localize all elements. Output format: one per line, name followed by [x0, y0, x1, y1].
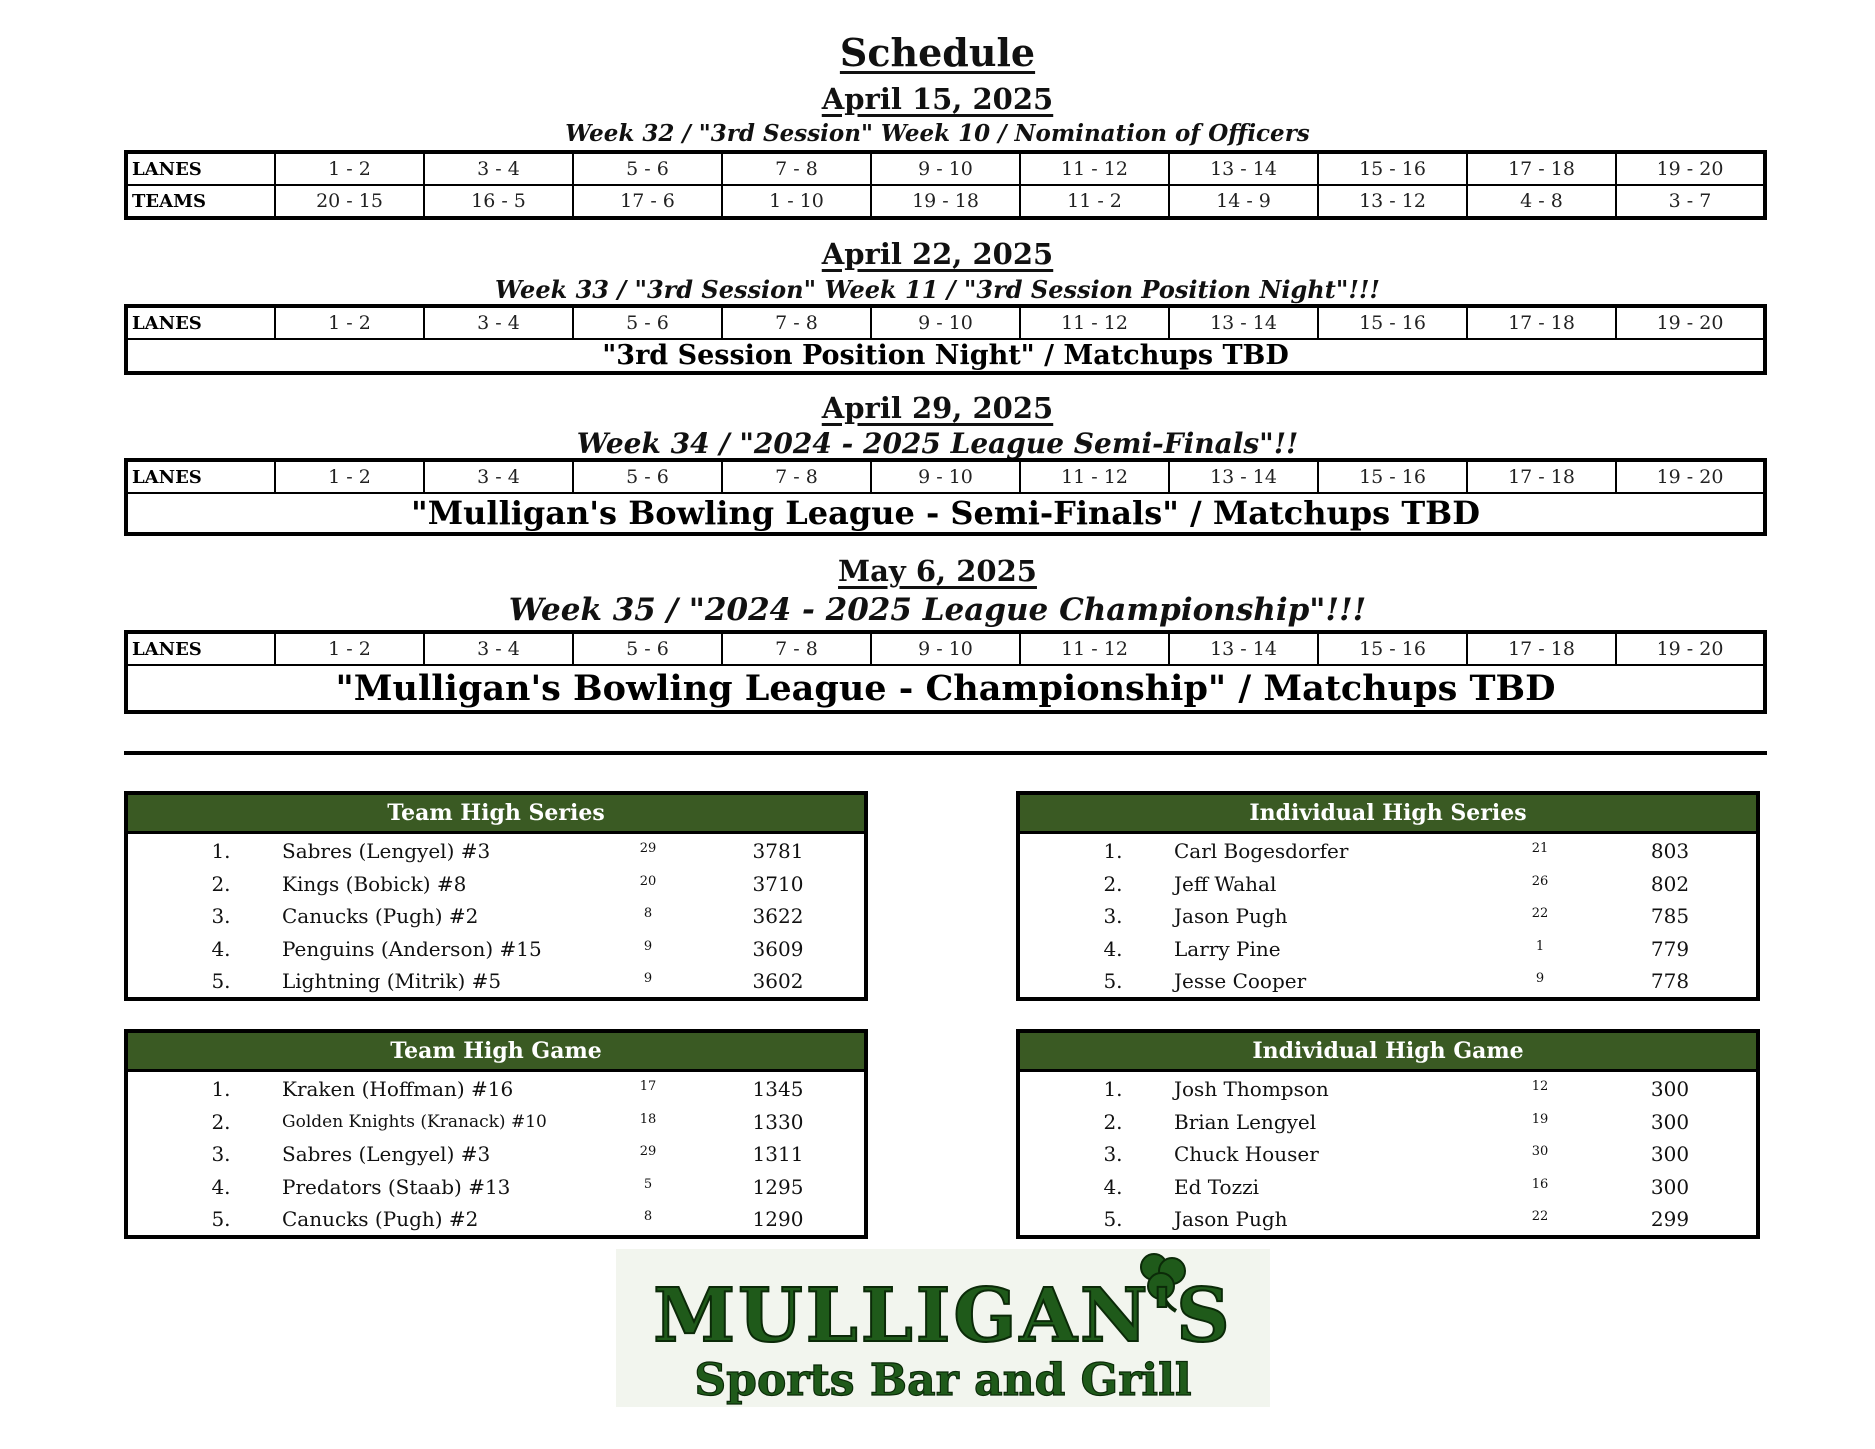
team-number: 21 — [1531, 841, 1549, 856]
lane-cell: 1 - 2 — [275, 152, 424, 185]
team-number: 22 — [1531, 1209, 1549, 1224]
matchup-note-row — [126, 493, 1765, 534]
mulligans-logo — [616, 1249, 1270, 1407]
score: 3609 — [752, 936, 804, 961]
lane-cell: 7 - 8 — [722, 306, 871, 339]
score: 1330 — [752, 1109, 804, 1134]
name: Carl Bogesdorfer — [1174, 839, 1349, 863]
lane-cell: 7 - 8 — [722, 152, 871, 185]
lanes-table-week-32 — [124, 150, 1767, 220]
section-divider — [124, 751, 1767, 755]
leaderboard-row — [1020, 867, 1756, 900]
team-cell: 19 - 18 — [871, 185, 1020, 218]
name: Jesse Cooper — [1174, 969, 1307, 993]
score: 1295 — [752, 1174, 804, 1199]
leaderboard-row — [128, 1105, 864, 1138]
leaderboard-row — [1020, 1170, 1756, 1203]
name: Canucks (Pugh) #2 — [282, 1207, 479, 1231]
team-cell: 4 - 8 — [1467, 185, 1616, 218]
team-number: 17 — [639, 1079, 657, 1094]
score: 803 — [1650, 839, 1690, 863]
score: 1311 — [752, 1142, 804, 1166]
name: Josh Thompson — [1174, 1077, 1329, 1101]
score: 1345 — [752, 1077, 804, 1101]
lane-cell: 11 - 12 — [1020, 460, 1169, 493]
team-high-series-title: Team High Series — [128, 795, 864, 834]
score: 3781 — [752, 839, 804, 863]
team-number: 18 — [639, 1111, 657, 1127]
name: Penguins (Anderson) #15 — [282, 936, 542, 961]
lane-cell: 13 - 14 — [1169, 152, 1318, 185]
lane-cell: 1 - 2 — [275, 632, 424, 665]
lane-cell: 5 - 6 — [573, 632, 722, 665]
team-number: 29 — [639, 1144, 657, 1159]
individual-high-series-title: Individual High Series — [1020, 795, 1756, 834]
rank: 2. — [211, 1109, 231, 1134]
lane-cell: 9 - 10 — [871, 306, 1020, 339]
lane-cell: 15 - 16 — [1318, 306, 1467, 339]
team-cell: 3 - 7 — [1616, 185, 1765, 218]
lane-cell: 19 - 20 — [1616, 632, 1765, 665]
name: Kings (Bobick) #8 — [282, 871, 467, 896]
team-number: 19 — [1531, 1111, 1549, 1127]
leaderboard-row — [1020, 1072, 1756, 1105]
name: Ed Tozzi — [1174, 1174, 1260, 1199]
lane-cell: 3 - 4 — [424, 306, 573, 339]
logo-subtitle: Sports Bar and Grill — [694, 1355, 1192, 1406]
matchup-note: "Mulligan's Bowling League - Semi-Finals" / Matchups TBD — [126, 493, 1765, 534]
leaderboard-row — [128, 834, 864, 867]
team-high-game-title: Team High Game — [128, 1033, 864, 1072]
team-number: 22 — [1531, 906, 1549, 921]
matchup-note: "Mulligan's Bowling League - Championship" / Matchups TBD — [126, 665, 1765, 712]
lane-cell: 17 - 18 — [1467, 306, 1616, 339]
team-high-game-box — [124, 1029, 868, 1239]
score: 3710 — [752, 871, 804, 896]
rank: 4. — [1103, 936, 1123, 961]
lane-cell: 17 - 18 — [1467, 632, 1616, 665]
week-subtitle: Week 33 / "3rd Session" Week 11 / "3rd Session Position Night"!!! — [495, 275, 1380, 304]
leaderboard-row — [128, 1137, 864, 1170]
rank: 5. — [1103, 1207, 1123, 1231]
lanes-header: LANES — [126, 152, 275, 185]
lane-cell: 3 - 4 — [424, 460, 573, 493]
leaderboard-row — [128, 899, 864, 932]
name: Chuck Houser — [1174, 1142, 1319, 1166]
rank: 1. — [211, 1077, 231, 1101]
lane-cell: 15 - 16 — [1318, 152, 1467, 185]
name: Golden Knights (Kranack) #10 — [282, 1111, 547, 1132]
rank: 5. — [1103, 969, 1123, 993]
lanes-row — [126, 306, 1765, 339]
score: 299 — [1650, 1207, 1690, 1231]
lane-cell: 13 - 14 — [1169, 460, 1318, 493]
score: 300 — [1650, 1109, 1690, 1134]
team-number: 29 — [639, 841, 657, 856]
lane-cell: 7 - 8 — [722, 632, 871, 665]
lanes-row — [126, 152, 1765, 185]
rank: 1. — [1103, 839, 1123, 863]
name: Predators (Staab) #13 — [282, 1174, 511, 1199]
team-number: 9 — [643, 938, 653, 954]
rank: 2. — [1103, 1109, 1123, 1134]
teams-header: TEAMS — [126, 185, 275, 218]
team-cell: 14 - 9 — [1169, 185, 1318, 218]
score: 300 — [1650, 1077, 1690, 1101]
page-title: Schedule — [839, 30, 1036, 75]
lane-cell: 5 - 6 — [573, 152, 722, 185]
score: 3622 — [752, 904, 804, 928]
lane-cell: 15 - 16 — [1318, 632, 1467, 665]
team-number: 20 — [639, 873, 657, 889]
lane-cell: 15 - 16 — [1318, 460, 1467, 493]
lane-cell: 19 - 20 — [1616, 306, 1765, 339]
leaderboard-row — [128, 1170, 864, 1203]
individual-high-series-box — [1016, 791, 1760, 1001]
name: Jason Pugh — [1174, 904, 1288, 928]
team-cell: 20 - 15 — [275, 185, 424, 218]
score: 802 — [1650, 871, 1690, 896]
rank: 3. — [1103, 904, 1123, 928]
week-date: April 22, 2025 — [821, 237, 1054, 271]
team-number: 5 — [643, 1176, 653, 1192]
leaderboard-row — [128, 932, 864, 965]
team-number: 1 — [1535, 938, 1545, 954]
rank: 4. — [211, 936, 231, 961]
lane-cell: 19 - 20 — [1616, 152, 1765, 185]
score: 778 — [1650, 969, 1690, 993]
leaderboard-row — [1020, 1137, 1756, 1170]
team-number: 8 — [643, 1209, 653, 1224]
lane-cell: 9 - 10 — [871, 632, 1020, 665]
individual-high-game-box — [1016, 1029, 1760, 1239]
team-cell: 11 - 2 — [1020, 185, 1169, 218]
lane-cell: 9 - 10 — [871, 152, 1020, 185]
rank: 3. — [211, 1142, 231, 1166]
name: Kraken (Hoffman) #16 — [282, 1077, 514, 1101]
name: Sabres (Lengyel) #3 — [282, 839, 491, 863]
lane-cell: 3 - 4 — [424, 152, 573, 185]
leaderboard-row — [128, 867, 864, 900]
rank: 4. — [211, 1174, 231, 1199]
team-cell: 17 - 6 — [573, 185, 722, 218]
lane-cell: 13 - 14 — [1169, 306, 1318, 339]
matchup-note-row — [126, 339, 1765, 373]
leaderboard-row — [1020, 932, 1756, 965]
name: Larry Pine — [1174, 936, 1281, 961]
leaderboard-row — [1020, 899, 1756, 932]
individual-high-game-title: Individual High Game — [1020, 1033, 1756, 1072]
lane-cell: 11 - 12 — [1020, 152, 1169, 185]
rank: 2. — [211, 871, 231, 896]
mulligans-logo-art — [616, 1249, 1270, 1407]
week-subtitle: Week 35 / "2024 - 2025 League Championship"!!! — [508, 592, 1367, 628]
week-subtitle: Week 32 / "3rd Session" Week 10 / Nomination of Officers — [565, 120, 1310, 147]
team-number: 30 — [1531, 1144, 1549, 1159]
leaderboard-row — [128, 964, 864, 997]
leaderboard-row — [1020, 1202, 1756, 1235]
week-date: April 15, 2025 — [821, 82, 1054, 116]
team-number: 8 — [643, 906, 653, 921]
team-number: 16 — [1531, 1176, 1549, 1192]
rank: 5. — [211, 969, 231, 993]
team-high-series-box — [124, 791, 868, 1001]
lane-cell: 5 - 6 — [573, 306, 722, 339]
name: Jason Pugh — [1174, 1207, 1288, 1231]
name: Jeff Wahal — [1174, 871, 1277, 896]
leaderboard-row — [1020, 964, 1756, 997]
lanes-row — [126, 460, 1765, 493]
leaderboard-row — [128, 1072, 864, 1105]
rank: 1. — [1103, 1077, 1123, 1101]
matchup-note-row — [126, 665, 1765, 712]
leaderboard-row — [1020, 834, 1756, 867]
lane-cell: 11 - 12 — [1020, 306, 1169, 339]
team-cell: 1 - 10 — [722, 185, 871, 218]
score: 785 — [1650, 904, 1690, 928]
lanes-header: LANES — [126, 632, 275, 665]
lanes-table-week-35 — [124, 630, 1767, 714]
team-number: 26 — [1531, 873, 1549, 889]
rank: 2. — [1103, 871, 1123, 896]
team-number: 9 — [643, 971, 653, 986]
score: 3602 — [752, 969, 804, 993]
lane-cell: 19 - 20 — [1616, 460, 1765, 493]
team-cell: 16 - 5 — [424, 185, 573, 218]
lane-cell: 11 - 12 — [1020, 632, 1169, 665]
lanes-table-week-33 — [124, 304, 1767, 375]
week-subtitle: Week 34 / "2024 - 2025 League Semi-Finals"!! — [576, 427, 1299, 460]
week-date: May 6, 2025 — [838, 554, 1037, 588]
rank: 4. — [1103, 1174, 1123, 1199]
teams-row — [126, 185, 1765, 218]
team-cell: 13 - 12 — [1318, 185, 1467, 218]
logo-title: MULLIGAN'S — [653, 1273, 1233, 1359]
rank: 5. — [211, 1207, 231, 1231]
lane-cell: 9 - 10 — [871, 460, 1020, 493]
lane-cell: 7 - 8 — [722, 460, 871, 493]
score: 779 — [1650, 936, 1690, 961]
lanes-table-week-34 — [124, 458, 1767, 536]
lane-cell: 1 - 2 — [275, 460, 424, 493]
leaderboard-row — [128, 1202, 864, 1235]
rank: 3. — [211, 904, 231, 928]
lane-cell: 5 - 6 — [573, 460, 722, 493]
name: Brian Lengyel — [1174, 1109, 1317, 1134]
lane-cell: 1 - 2 — [275, 306, 424, 339]
score: 300 — [1650, 1174, 1690, 1199]
team-number: 9 — [1535, 971, 1545, 986]
team-number: 12 — [1531, 1079, 1549, 1094]
name: Sabres (Lengyel) #3 — [282, 1142, 491, 1166]
lanes-header: LANES — [126, 306, 275, 339]
leaderboard-row — [1020, 1105, 1756, 1138]
score: 1290 — [752, 1207, 804, 1231]
lanes-header: LANES — [126, 460, 275, 493]
lanes-row — [126, 632, 1765, 665]
rank: 1. — [211, 839, 231, 863]
lane-cell: 3 - 4 — [424, 632, 573, 665]
name: Canucks (Pugh) #2 — [282, 904, 479, 928]
lane-cell: 17 - 18 — [1467, 152, 1616, 185]
matchup-note: "3rd Session Position Night" / Matchups TBD — [126, 339, 1765, 373]
lane-cell: 13 - 14 — [1169, 632, 1318, 665]
rank: 3. — [1103, 1142, 1123, 1166]
name: Lightning (Mitrik) #5 — [282, 969, 502, 993]
score: 300 — [1650, 1142, 1690, 1166]
lane-cell: 17 - 18 — [1467, 460, 1616, 493]
week-date: April 29, 2025 — [821, 391, 1054, 425]
